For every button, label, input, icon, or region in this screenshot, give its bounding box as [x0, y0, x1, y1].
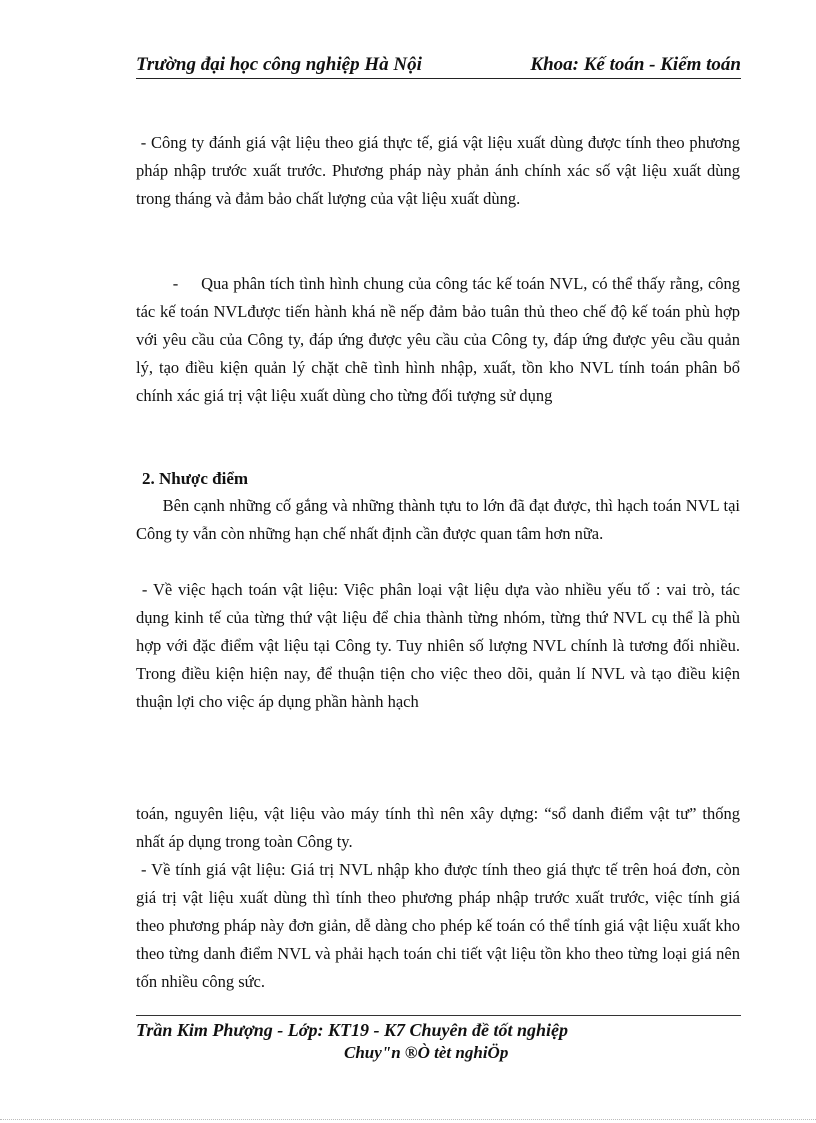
page-header: [136, 52, 741, 79]
paragraph-limitations: Bên cạnh những cố gắng và những thành tựu to lớn đã đạt được, thì hạch toán NVL tại Công ty vẫn còn những hạn chế nhất định cần được quan tâm hơn nữa.: [136, 496, 745, 543]
paragraph-material-accounting: - Về việc hạch toán vật liệu: Việc phân loại vật liệu dựa vào nhiều yếu tố : vai trò, tác dụng kinh tế của từng thứ vật liệu để chia thành từng nhóm, từng thứ NVL cụ thể là phù hợp với đặc điểm vật liệu tại Công ty. Tuy nhiên số lượng NVL chính là tương đối nhiều. Trong điều kiện hiện nay, để thuận tiện cho việc theo dõi, quản lí NVL và tạo điều kiện thuận lợi cho việc áp dụng phần hành hạch: [136, 580, 745, 711]
paragraph-material-pricing: - Về tính giá vật liệu: Giá trị NVL nhập kho được tính theo giá thực tế trên hoá đơn, còn giá trị vật liệu xuất dùng thì tính theo phương pháp nhập trước xuất trước, việc tính giá theo phương pháp này đơn giản, dễ dàng cho phép kế toán có thể tính giá vật liệu xuất kho theo từng danh điểm NVL và phải hạch toán chi tiết vật liệu tồn kho theo từng loại giá nên tốn nhiều công sức.: [136, 860, 745, 991]
paragraph-valuation: - Công ty đánh giá vật liệu theo giá thực tế, giá vật liệu xuất dùng được tính theo phương pháp nhập trước xuất trước. Phương pháp này phản ánh chính xác số vật liệu xuất dùng trong tháng và đảm bảo chất lượng của vật liệu xuất dùng.: [136, 133, 745, 208]
footer-author: Trần Kim Phượng - Lớp: KT19 - K7 Chuyên đề tốt nghiệp: [136, 1020, 568, 1040]
page-bottom-dotted-line: [0, 1119, 816, 1120]
faculty-name: Khoa: Kế toán - Kiểm toán: [530, 54, 741, 75]
section-heading-weaknesses: 2. Nhược điểm: [142, 469, 249, 488]
paragraph-analysis: - Qua phân tích tình hình chung của công tác kế toán NVL, có thể thấy rằng, công tác kế toán NVLđược tiến hành khá nề nếp đảm bảo tuân thủ theo chế độ kế toán phù hợp với yêu cầu của Công ty, đáp ứng được yêu cầu của Công ty, đáp ứng được yêu cầu quản lý, tạo điều kiện quản lý chặt chẽ tình hình nhập, xuất, tồn kho NVL tính toán phân bổ chính xác giá trị vật liệu xuất dùng cho từng đối tượng sử dụng: [136, 274, 745, 405]
school-name: Trường đại học công nghiệp Hà Nội: [136, 54, 422, 75]
footer-title: Chuy"n ®Ò tèt nghiÖp: [344, 1043, 509, 1062]
paragraph-item-catalog: toán, nguyên liệu, vật liệu vào máy tính thì nên xây dựng: “sổ danh điểm vật tư” thống nhất áp dụng trong toàn Công ty.: [136, 804, 740, 851]
footer-divider: [136, 1015, 741, 1016]
